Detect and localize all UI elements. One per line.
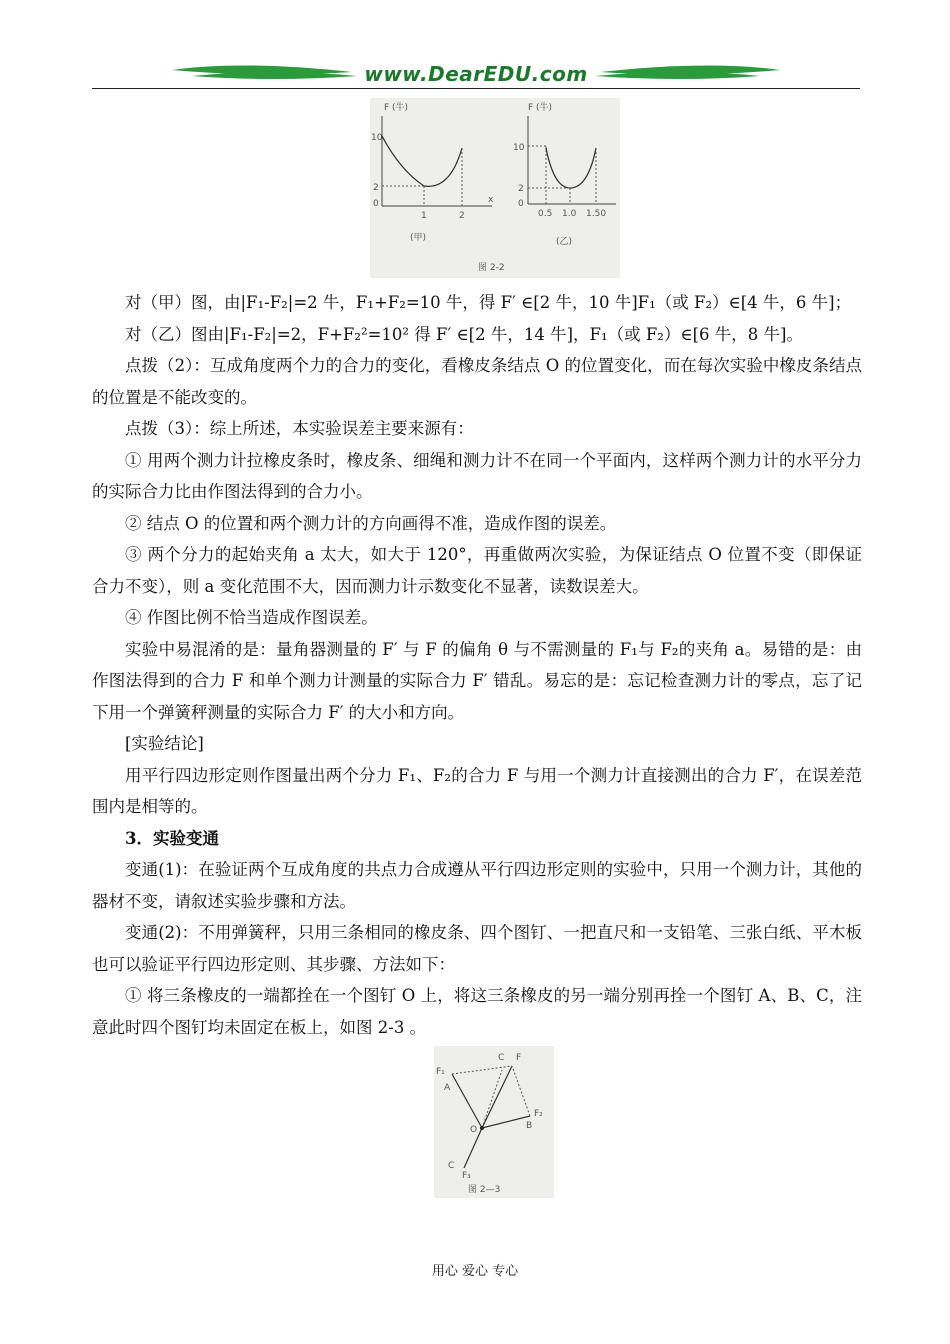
paragraph-6: ② 结点 O 的位置和两个测力计的方向画得不准，造成作图的误差。 bbox=[125, 513, 617, 533]
right-x10: 1.0 bbox=[562, 209, 577, 219]
left-y0: 0 bbox=[373, 199, 379, 209]
figure-2-3 bbox=[434, 1046, 554, 1198]
right-sublabel: (乙) bbox=[556, 237, 573, 247]
right-y10: 10 bbox=[513, 143, 525, 153]
section-label-conclusion: [实验结论] bbox=[125, 734, 204, 753]
site-logo-text: www.DearEDU.com bbox=[364, 62, 588, 86]
paragraph-14: ① 将三条橡皮的一端都拴在一个图钉 O 上，将这三条橡皮的另一端分别再拴一个图钉 A、B、C，注意此时四个图钉均未固定在板上，如图 2-3 。 bbox=[92, 986, 862, 1037]
paragraph-5: ① 用两个测力计拉橡皮条时，橡皮条、细绳和测力计不在同一个平面内，这样两个测力计的水平分力的实际合力比由作图法得到的合力小。 bbox=[92, 450, 862, 501]
label-B: B bbox=[526, 1121, 533, 1131]
left-xlabel: x bbox=[488, 195, 494, 205]
label-F3: F₃ bbox=[462, 1171, 471, 1181]
right-y2: 2 bbox=[518, 184, 524, 194]
label-F2: F₂ bbox=[534, 1109, 543, 1119]
right-x15: 1.50 bbox=[586, 209, 607, 219]
paragraph-1: 对（甲）图，由|F₁-F₂|=2 牛，F₁+F₂=10 牛，得 F′ ∈[2 牛，10 牛]F₁（或 F₂）∈[4 牛，6 牛]； bbox=[125, 293, 852, 312]
left-x1: 1 bbox=[421, 211, 427, 221]
paragraph-12: 变通(1)：在验证两个互成角度的共点力合成遵从平行四边形定则的实验中，只用一个测力计，其他的器材不变，请叙述实验步骤和方法。 bbox=[92, 860, 862, 911]
label-C-bottom: C bbox=[448, 1161, 455, 1171]
page-footer: 用心 爱心 专心 bbox=[431, 1264, 519, 1279]
left-ylabel: F (牛) bbox=[384, 103, 409, 113]
label-F: F bbox=[516, 1053, 522, 1063]
paragraph-8: ④ 作图比例不恰当造成作图误差。 bbox=[125, 608, 378, 627]
label-C-top: C bbox=[498, 1053, 505, 1063]
section-heading-3: 3．实验变通 bbox=[125, 828, 219, 848]
header-rule bbox=[92, 88, 860, 89]
left-y2: 2 bbox=[373, 183, 379, 193]
paragraph-2: 对（乙）图由|F₁-F₂|=2，F+F₂²=10² 得 F′ ∈[2 牛，14 牛]，F₁（或 F₂）∈[6 牛，8 牛]。 bbox=[125, 324, 803, 344]
paragraph-4: 点拨（3）：综上所述，本实验误差主要来源有： bbox=[125, 419, 474, 438]
paragraph-13: 变通(2)：不用弹簧秤，只用三条相同的橡皮条、四个图钉、一把直尺和一支铅笔、三张白纸、平木板也可以验证平行四边形定则、其步骤、方法如下： bbox=[92, 923, 862, 974]
label-A: A bbox=[444, 1083, 451, 1093]
paragraph-7: ③ 两个分力的起始夹角 a 太大，如大于 120°，再重做两次实验，为保证结点 O 位置不变（即保证合力不变），则 a 变化范围不大，因而测力计示数变化不显著，读数误差大。 bbox=[92, 545, 862, 596]
figure-2-3-diagram bbox=[434, 1046, 554, 1198]
paragraph-3: 点拨（2）：互成角度两个力的合力的变化，看橡皮条结点 O 的位置变化，而在每次实验中橡皮条结点的位置是不能改变的。 bbox=[92, 356, 862, 407]
left-sublabel: (甲) bbox=[410, 233, 427, 243]
label-F1: F₁ bbox=[436, 1067, 445, 1077]
paragraph-11: 用平行四边形定则作图量出两个分力 F₁、F₂的合力 F 与用一个测力计直接测出的合力 F′，在误差范围内是相等的。 bbox=[92, 765, 862, 816]
right-y0: 0 bbox=[518, 199, 524, 209]
left-x2: 2 bbox=[459, 211, 465, 221]
page-header bbox=[92, 58, 860, 90]
figure-2-2-caption: 图 2-2 bbox=[478, 263, 505, 273]
right-ylabel: F (牛) bbox=[528, 103, 553, 113]
figure-2-2 bbox=[370, 98, 620, 278]
figure-2-3-caption: 图 2—3 bbox=[468, 1185, 501, 1195]
figure-2-2-graphs bbox=[370, 98, 620, 278]
paragraph-9: 实验中易混淆的是：量角器测量的 F′ 与 F 的偏角 θ 与不需测量的 F₁与 F₂的夹角 a。易错的是：由作图法得到的合力 F 和单个测力计测量的实际合力 F′ 错乱。易忘的是：忘记检查测力计的零点，忘了记下用一个弹簧秤测量的实际合力 F′ 的大小和方向。 bbox=[92, 639, 862, 722]
label-O: O bbox=[470, 1125, 478, 1135]
document-body bbox=[92, 287, 862, 1043]
right-x05: 0.5 bbox=[538, 209, 553, 219]
left-y10: 10 bbox=[371, 133, 383, 143]
